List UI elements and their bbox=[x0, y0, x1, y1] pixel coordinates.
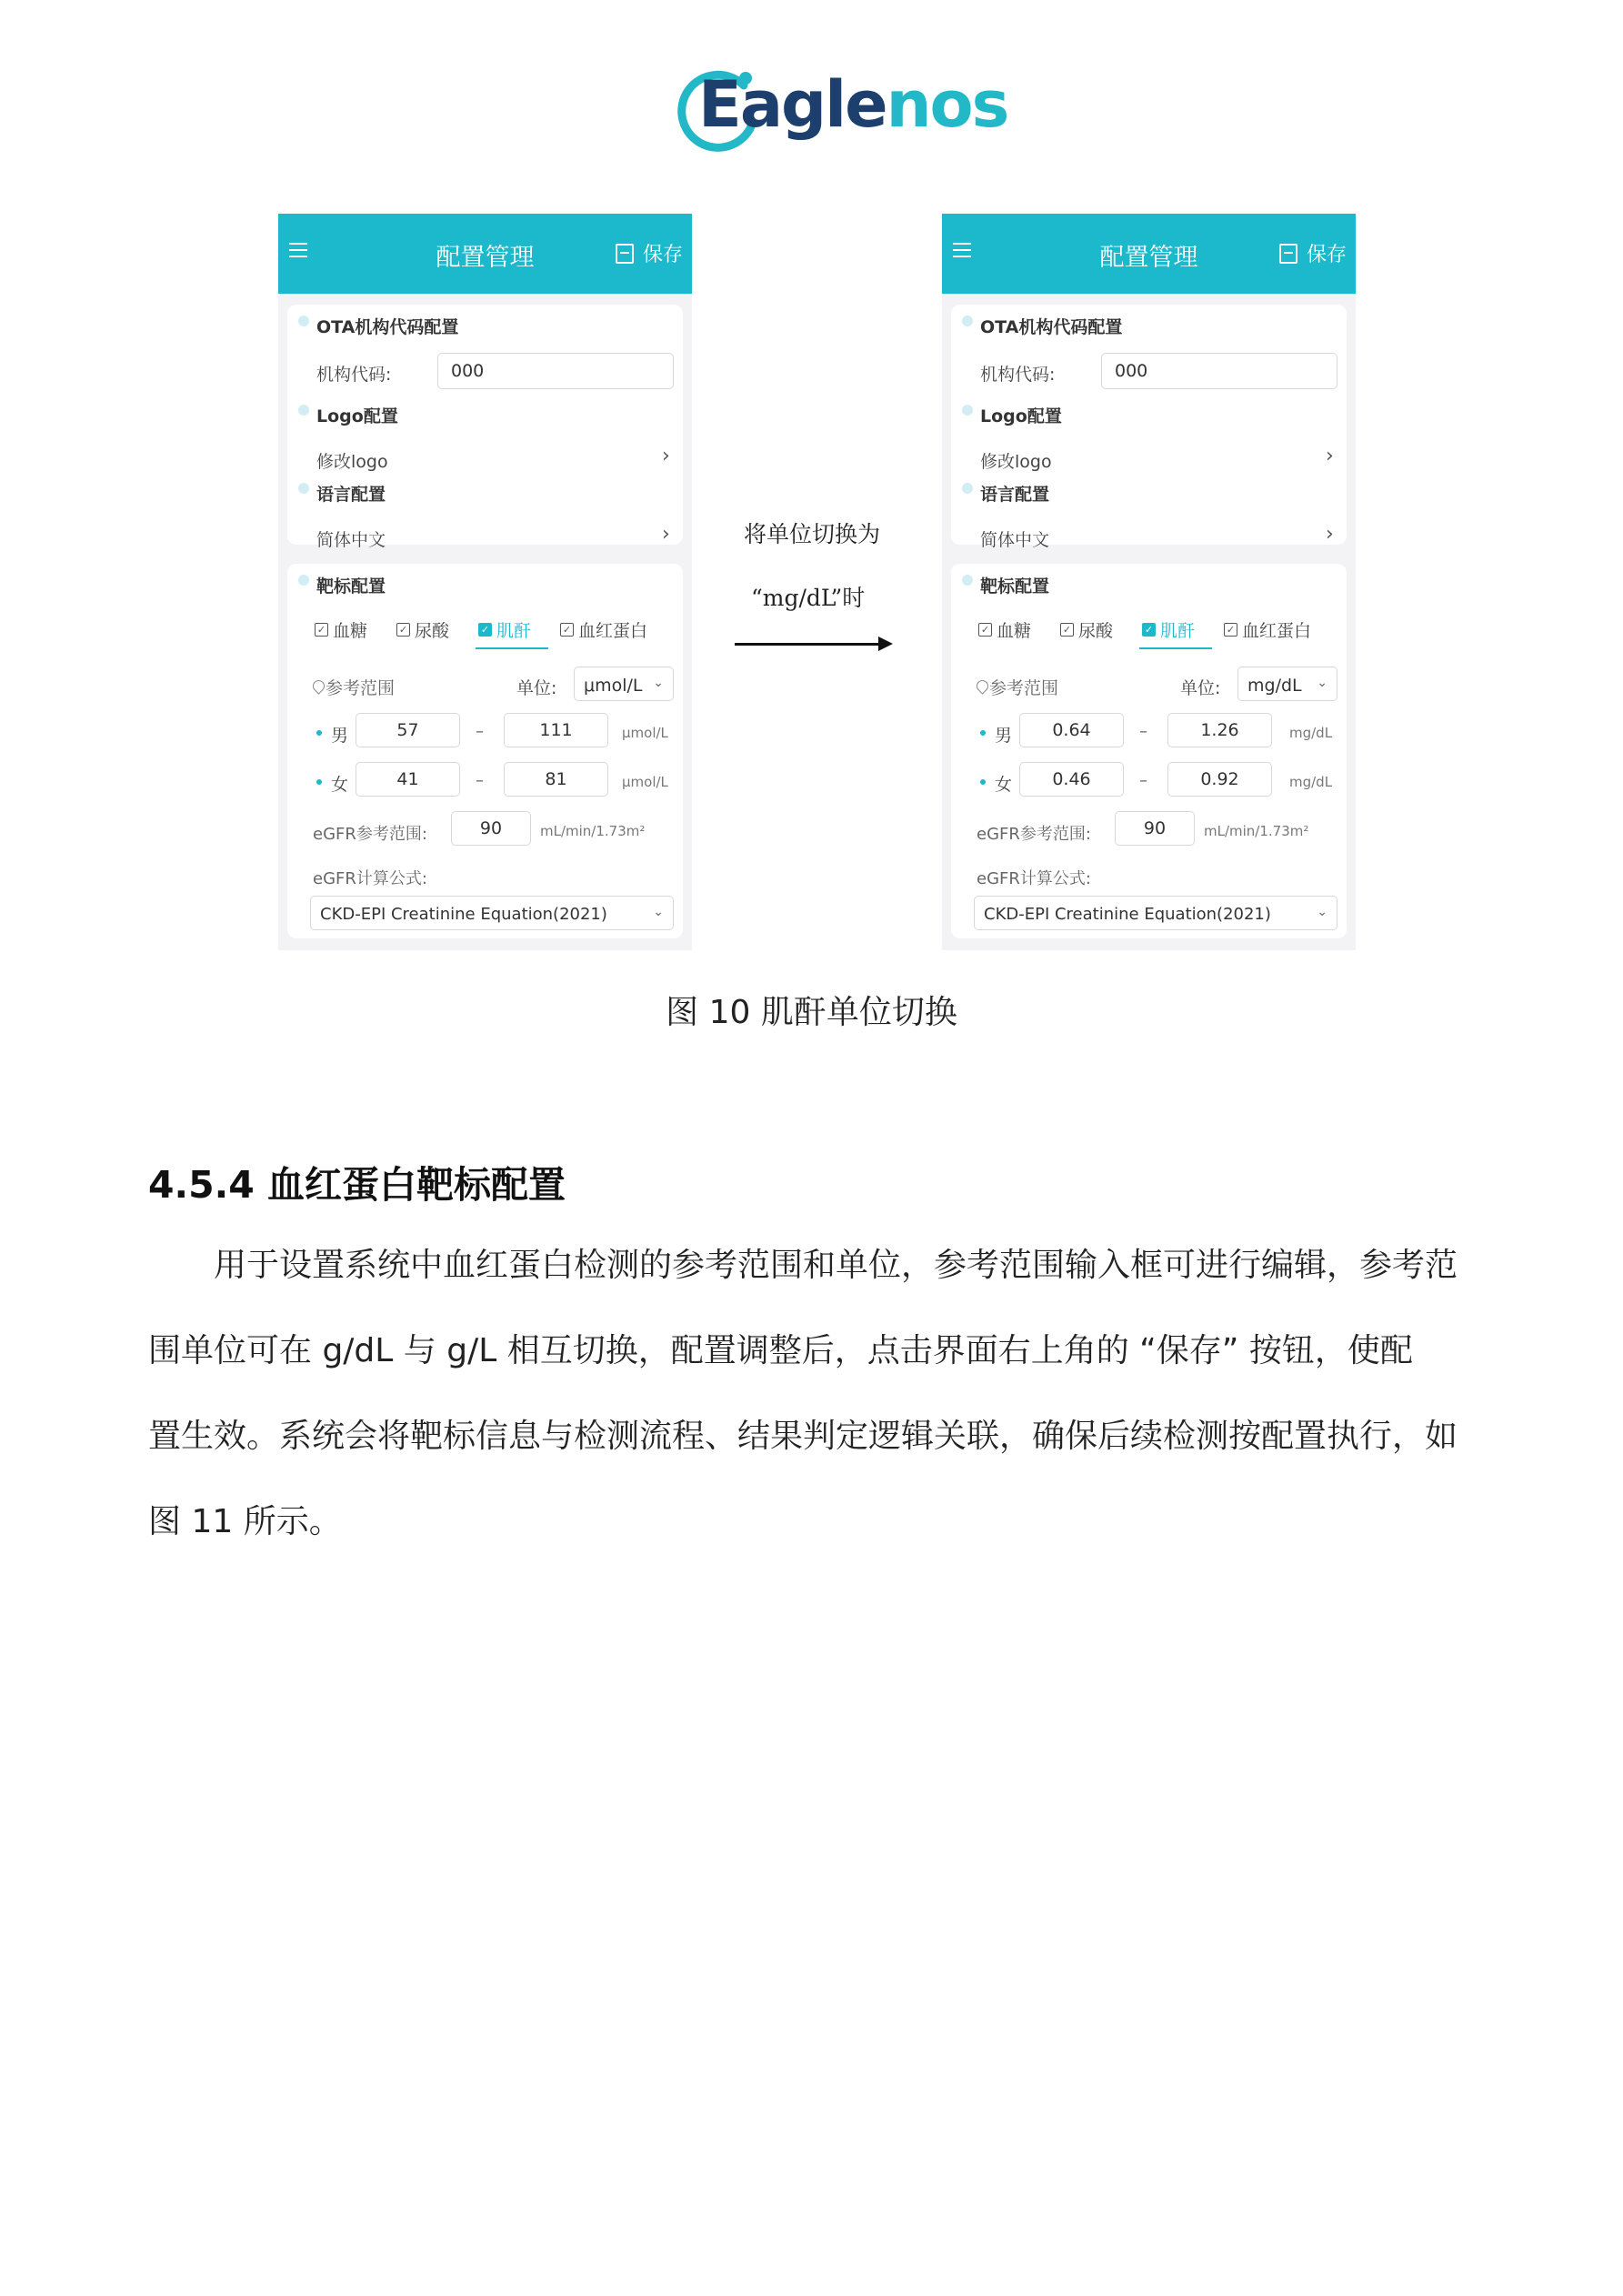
female-max-input[interactable]: 0.92 bbox=[1167, 762, 1272, 797]
female-max-input[interactable]: 81 bbox=[504, 762, 608, 797]
general-config-card bbox=[287, 305, 683, 550]
chevron-right-icon[interactable]: › bbox=[1326, 445, 1334, 467]
arrow-right-icon bbox=[735, 643, 880, 646]
checkbox-icon: ✓ bbox=[560, 623, 574, 637]
checkbox-checked-icon: ✓ bbox=[1142, 623, 1156, 637]
save-label: 保存 bbox=[1306, 244, 1347, 266]
egfr-formula-label: eGFR计算公式: bbox=[977, 869, 1091, 888]
language-section-title: 语言配置 bbox=[316, 485, 386, 505]
unit-label: 单位: bbox=[516, 678, 557, 698]
tab-creatinine[interactable]: ✓ 肌酐 bbox=[1142, 617, 1195, 642]
target-config-card bbox=[287, 564, 683, 938]
checkbox-icon: ✓ bbox=[1060, 623, 1074, 637]
section-dot-icon bbox=[298, 483, 309, 494]
eaglenos-logo bbox=[673, 58, 1008, 158]
section-dot-icon bbox=[962, 483, 973, 494]
org-code-label: 机构代码: bbox=[980, 365, 1056, 385]
save-button[interactable] bbox=[1279, 239, 1347, 267]
section-dot-icon bbox=[962, 575, 973, 586]
modify-logo-item[interactable]: 修改logo bbox=[980, 452, 1052, 472]
female-label: 女 bbox=[995, 775, 1013, 795]
male-min-input[interactable]: 0.64 bbox=[1019, 713, 1124, 747]
tab-glucose[interactable]: ✓ 血糖 bbox=[315, 617, 367, 642]
unit-select[interactable]: μmol/L ⌄ bbox=[574, 667, 674, 701]
body-paragraph bbox=[148, 1223, 1476, 1565]
modify-logo-item[interactable]: 修改logo bbox=[316, 452, 388, 472]
chevron-down-icon: ⌄ bbox=[653, 905, 664, 919]
language-item[interactable]: 简体中文 bbox=[980, 530, 1050, 550]
bullet-icon bbox=[316, 730, 322, 736]
egfr-range-label: eGFR参考范围: bbox=[977, 825, 1091, 844]
egfr-range-label: eGFR参考范围: bbox=[313, 825, 427, 844]
egfr-range-input[interactable]: 90 bbox=[451, 811, 531, 846]
app-header bbox=[942, 214, 1356, 294]
female-unit: μmol/L bbox=[622, 774, 668, 790]
general-config-card bbox=[951, 305, 1347, 550]
egfr-unit: mL/min/1.73m² bbox=[540, 823, 646, 839]
chevron-down-icon: ⌄ bbox=[1317, 905, 1327, 919]
female-unit: mg/dL bbox=[1289, 774, 1333, 790]
page-title: 配置管理 bbox=[1099, 244, 1198, 272]
location-pin-icon bbox=[310, 677, 326, 694]
section-heading: 4.5.4 血红蛋白靶标配置 bbox=[148, 1163, 566, 1207]
page-title: 配置管理 bbox=[436, 244, 535, 272]
range-dash: – bbox=[1139, 771, 1147, 790]
section-dot-icon bbox=[298, 405, 309, 416]
org-code-input[interactable]: 000 bbox=[1101, 353, 1337, 389]
paragraph-line: 用于设置系统中血红蛋白检测的参考范围和单位，参考范围输入框可进行编辑，参考范 bbox=[214, 1247, 1458, 1284]
switch-unit-text: 将单位切换为 bbox=[744, 521, 881, 547]
bullet-icon bbox=[980, 779, 986, 785]
paragraph-line: 置生效。系统会将靶标信息与检测流程、结果判定逻辑关联，确保后续检测按配置执行，如 bbox=[148, 1418, 1458, 1455]
male-unit: mg/dL bbox=[1289, 725, 1333, 741]
save-button[interactable] bbox=[616, 239, 683, 267]
active-tab-indicator bbox=[1139, 647, 1212, 649]
checkbox-icon: ✓ bbox=[315, 623, 328, 637]
ota-section-title: OTA机构代码配置 bbox=[980, 317, 1123, 337]
checkbox-icon: ✓ bbox=[396, 623, 410, 637]
chevron-right-icon[interactable]: › bbox=[662, 523, 670, 546]
org-code-label: 机构代码: bbox=[316, 365, 392, 385]
range-dash: – bbox=[476, 722, 484, 741]
target-config-card bbox=[951, 564, 1347, 938]
male-max-input[interactable]: 111 bbox=[504, 713, 608, 747]
male-min-input[interactable]: 57 bbox=[356, 713, 460, 747]
paragraph-line: 图 11 所示。 bbox=[148, 1503, 342, 1540]
save-icon bbox=[1279, 244, 1297, 264]
target-section-title: 靶标配置 bbox=[316, 577, 386, 597]
range-dash: – bbox=[476, 771, 484, 790]
tab-hemoglobin[interactable]: ✓ 血红蛋白 bbox=[1224, 617, 1311, 642]
male-unit: μmol/L bbox=[622, 725, 668, 741]
location-pin-icon bbox=[974, 677, 990, 694]
reference-range-label: 参考范围 bbox=[989, 678, 1059, 698]
config-panel-before bbox=[278, 214, 692, 950]
chevron-down-icon: ⌄ bbox=[653, 676, 664, 690]
section-dot-icon bbox=[962, 405, 973, 416]
org-code-input[interactable]: 000 bbox=[437, 353, 674, 389]
unit-label: 单位: bbox=[1180, 678, 1221, 698]
range-dash: – bbox=[1139, 722, 1147, 741]
reference-range-label: 参考范围 bbox=[326, 678, 396, 698]
active-tab-indicator bbox=[476, 647, 548, 649]
paragraph-line: 围单位可在 g/dL 与 g/L 相互切换，配置调整后，点击界面右上角的 “保存” 按钮，使配 bbox=[148, 1332, 1413, 1369]
chevron-right-icon[interactable]: › bbox=[1326, 523, 1334, 546]
tab-hemoglobin[interactable]: ✓ 血红蛋白 bbox=[560, 617, 647, 642]
male-max-input[interactable]: 1.26 bbox=[1167, 713, 1272, 747]
tab-uric-acid[interactable]: ✓ 尿酸 bbox=[1060, 617, 1113, 642]
tab-creatinine[interactable]: ✓ 肌酐 bbox=[478, 617, 531, 642]
app-header bbox=[278, 214, 692, 294]
save-icon bbox=[616, 244, 634, 264]
chevron-down-icon: ⌄ bbox=[1317, 676, 1327, 690]
egfr-range-input[interactable]: 90 bbox=[1115, 811, 1195, 846]
egfr-formula-label: eGFR计算公式: bbox=[313, 869, 427, 888]
female-min-input[interactable]: 41 bbox=[356, 762, 460, 797]
ota-section-title: OTA机构代码配置 bbox=[316, 317, 459, 337]
chevron-right-icon[interactable]: › bbox=[662, 445, 670, 467]
female-label: 女 bbox=[331, 775, 349, 795]
logo-wordmark: Eaglenos bbox=[698, 67, 1008, 142]
female-min-input[interactable]: 0.46 bbox=[1019, 762, 1124, 797]
arrow-head-icon bbox=[878, 637, 893, 651]
save-label: 保存 bbox=[642, 244, 683, 266]
bullet-icon bbox=[316, 779, 322, 785]
male-label: 男 bbox=[995, 726, 1013, 746]
section-dot-icon bbox=[962, 316, 973, 326]
checkbox-icon: ✓ bbox=[1224, 623, 1237, 637]
section-dot-icon bbox=[298, 316, 309, 326]
logo-section-title: Logo配置 bbox=[980, 406, 1062, 426]
unit-name-text: “mg/dL”时 bbox=[751, 585, 866, 611]
egfr-formula-select[interactable]: CKD-EPI Creatinine Equation(2021) ⌄ bbox=[974, 896, 1337, 930]
target-section-title: 靶标配置 bbox=[980, 577, 1050, 597]
male-label: 男 bbox=[331, 726, 349, 746]
config-panel-after bbox=[942, 214, 1356, 950]
tab-glucose[interactable]: ✓ 血糖 bbox=[978, 617, 1031, 642]
section-dot-icon bbox=[298, 575, 309, 586]
logo-section-title: Logo配置 bbox=[316, 406, 398, 426]
language-section-title: 语言配置 bbox=[980, 485, 1050, 505]
figure-caption: 图 10 肌酐单位切换 bbox=[666, 994, 957, 1031]
checkbox-checked-icon: ✓ bbox=[478, 623, 492, 637]
unit-select[interactable]: mg/dL ⌄ bbox=[1237, 667, 1337, 701]
checkbox-icon: ✓ bbox=[978, 623, 992, 637]
egfr-formula-select[interactable]: CKD-EPI Creatinine Equation(2021) ⌄ bbox=[310, 896, 674, 930]
bullet-icon bbox=[980, 730, 986, 736]
language-item[interactable]: 简体中文 bbox=[316, 530, 386, 550]
tab-uric-acid[interactable]: ✓ 尿酸 bbox=[396, 617, 449, 642]
egfr-unit: mL/min/1.73m² bbox=[1204, 823, 1309, 839]
